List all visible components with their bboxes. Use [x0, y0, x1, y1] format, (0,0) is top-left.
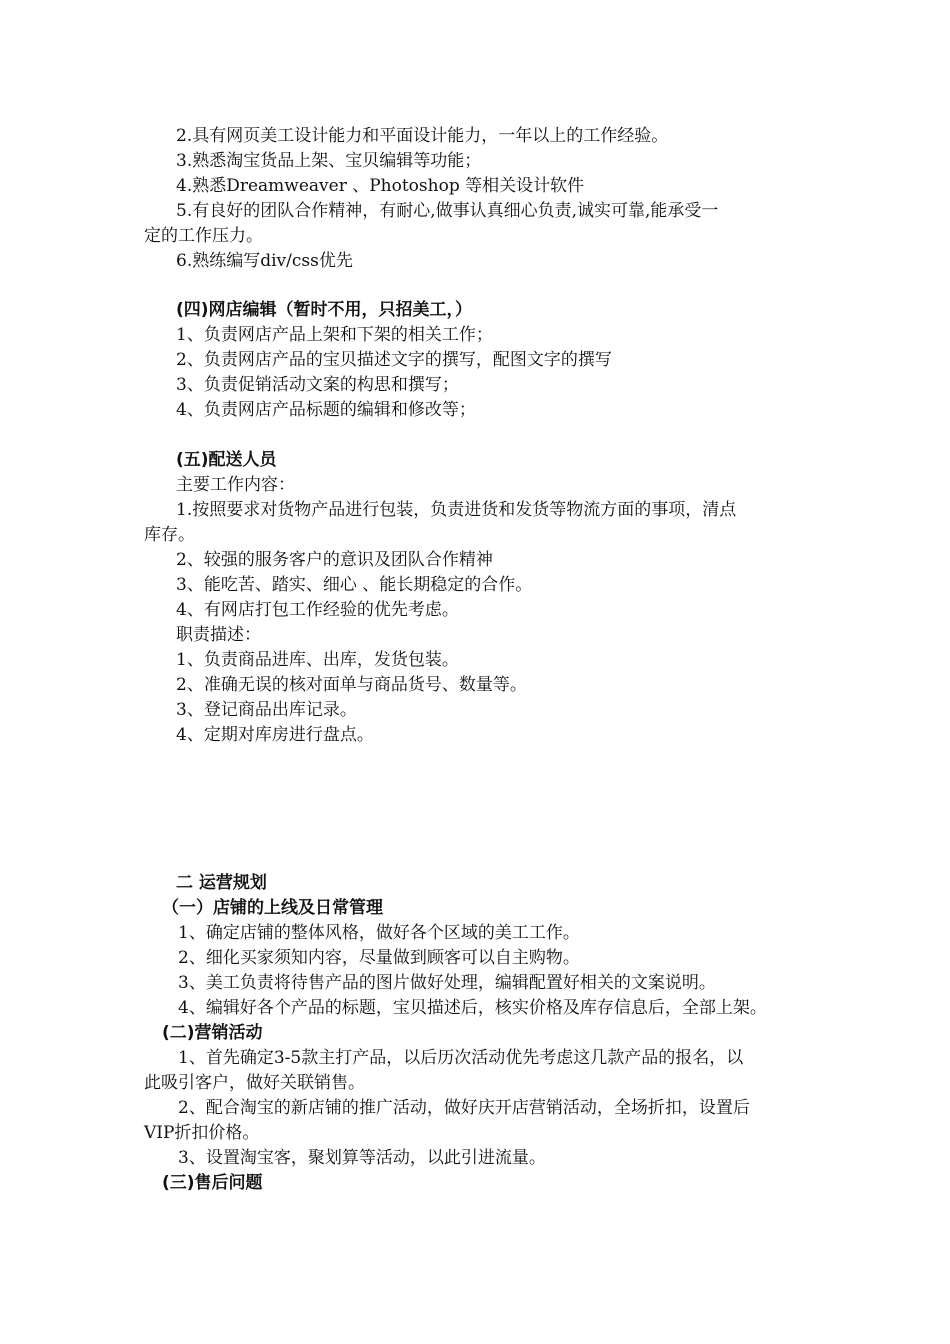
operation-sub1-item-2: 2、细化买家须知内容，尽量做到顾客可以自主购物。 [178, 948, 580, 968]
delivery-main-item-2: 2、较强的服务客户的意识及团队合作精神 [176, 550, 493, 570]
delivery-main-subheading: 主要工作内容： [176, 475, 295, 495]
delivery-main-item-3: 3、能吃苦、踏实、细心 、能长期稳定的合作。 [176, 575, 533, 595]
delivery-duty-item-2: 2、准确无误的核对面单与商品货号、数量等。 [176, 675, 527, 695]
operation-sub2-heading: (二)营销活动 [162, 1023, 263, 1043]
editor-heading: (四)网店编辑（暂时不用，只招美工，） [176, 300, 473, 320]
requirement-item-4: 4.熟悉Dreamweaver 、Photoshop 等相关设计软件 [176, 176, 585, 196]
operation-sub2-item-2: 2、配合淘宝的新店铺的推广活动，做好庆开店营销活动，全场折扣，设置后 [178, 1098, 750, 1118]
delivery-heading: (五)配送人员 [176, 450, 277, 470]
delivery-duty-subheading: 职责描述： [176, 625, 261, 645]
delivery-main-item-1-cont: 库存。 [144, 525, 195, 545]
operation-sub1-item-3: 3、美工负责将待售产品的图片做好处理，编辑配置好相关的文案说明。 [178, 973, 716, 993]
delivery-main-item-1: 1.按照要求对货物产品进行包装，负责进货和发货等物流方面的事项，清点 [176, 500, 737, 520]
editor-item-3: 3、负责促销活动文案的构思和撰写； [176, 375, 459, 395]
operation-sub2-item-1-cont: 此吸引客户，做好关联销售。 [144, 1073, 365, 1093]
operation-sub1-item-1: 1、确定店铺的整体风格，做好各个区域的美工工作。 [178, 923, 580, 943]
operation-sub2-item-1: 1、首先确定3-5款主打产品，以后历次活动优先考虑这几款产品的报名，以 [178, 1048, 744, 1068]
delivery-duty-item-4: 4、定期对库房进行盘点。 [176, 725, 374, 745]
delivery-duty-item-3: 3、登记商品出库记录。 [176, 700, 357, 720]
operation-heading: 二 运营规划 [176, 873, 267, 893]
requirement-item-6: 6.熟练编写div/css优先 [176, 251, 353, 271]
editor-item-1: 1、负责网店产品上架和下架的相关工作； [176, 325, 493, 345]
requirement-item-5-cont: 定的工作压力。 [144, 226, 263, 246]
operation-sub1-item-4: 4、编辑好各个产品的标题，宝贝描述后，核实价格及库存信息后，全部上架。 [178, 998, 767, 1018]
operation-sub1-heading: （一）店铺的上线及日常管理 [162, 898, 383, 918]
delivery-main-item-4: 4、有网店打包工作经验的优先考虑。 [176, 600, 459, 620]
editor-item-2: 2、负责网店产品的宝贝描述文字的撰写，配图文字的撰写 [176, 350, 612, 370]
operation-sub2-item-3: 3、设置淘宝客，聚划算等活动，以此引进流量。 [178, 1148, 546, 1168]
editor-item-4: 4、负责网店产品标题的编辑和修改等； [176, 400, 476, 420]
delivery-duty-item-1: 1、负责商品进库、出库，发货包装。 [176, 650, 459, 670]
operation-sub3-heading: (三)售后问题 [162, 1173, 263, 1193]
requirement-item-3: 3.熟悉淘宝货品上架、宝贝编辑等功能； [176, 151, 482, 171]
operation-sub2-item-2-cont: VIP折扣价格。 [144, 1123, 260, 1143]
requirement-item-2: 2.具有网页美工设计能力和平面设计能力，一年以上的工作经验。 [176, 126, 669, 146]
requirement-item-5: 5.有良好的团队合作精神，有耐心,做事认真细心负责,诚实可靠,能承受一 [176, 201, 719, 221]
